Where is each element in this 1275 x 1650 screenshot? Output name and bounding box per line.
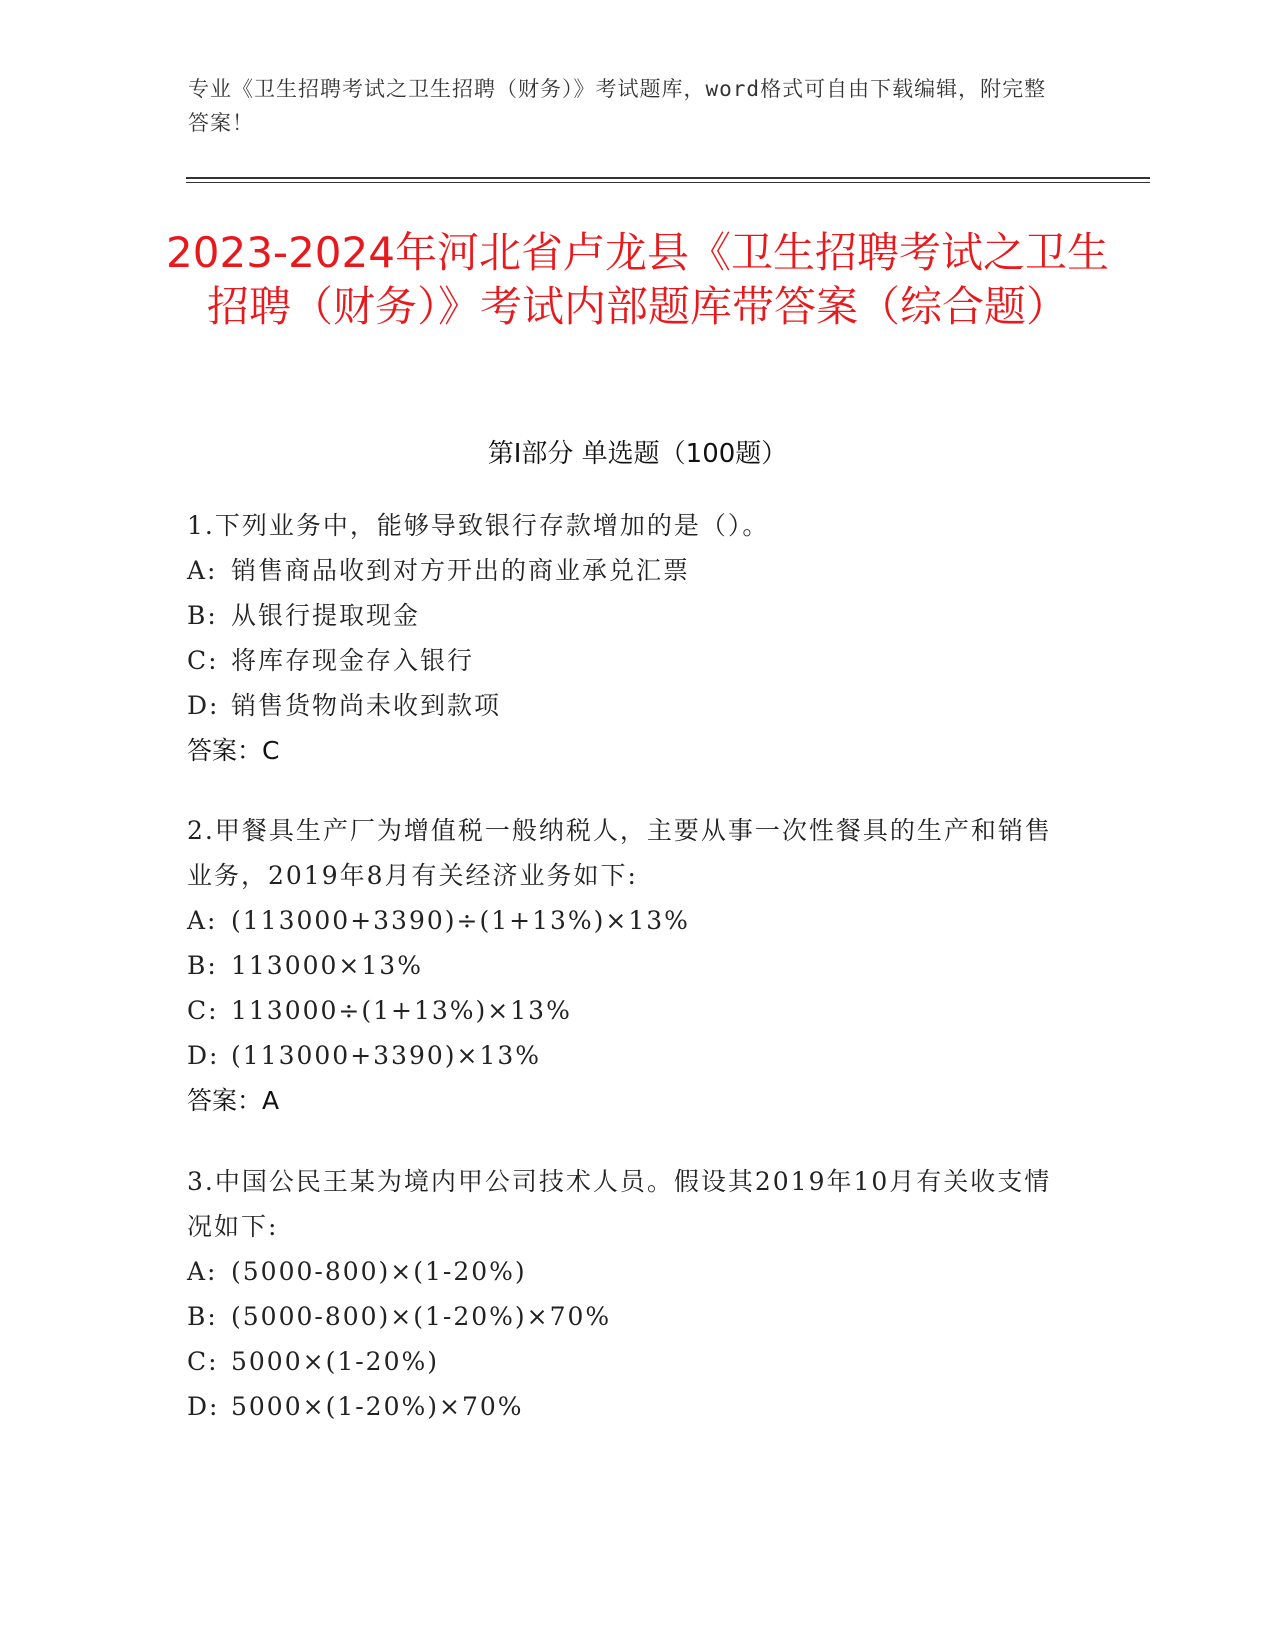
question-stem: 2.甲餐具生产厂为增值税一般纳税人，主要从事一次性餐具的生产和销售业务，2019年8月有关经济业务如下: bbox=[187, 816, 1052, 890]
document-title: 2023-2024年河北省卢龙县《卫生招聘考试之卫生招聘（财务）》考试内部题库带答案（综合题） bbox=[166, 228, 1109, 331]
option-a bbox=[187, 1249, 1067, 1294]
option-key: A: bbox=[187, 906, 218, 935]
header-note: 专业《卫生招聘考试之卫生招聘（财务）》考试题库，word格式可自由下载编辑，附完整答案！ bbox=[188, 77, 1047, 135]
option-text: 销售货物尚未收到款项 bbox=[231, 691, 502, 720]
option-key: C: bbox=[187, 1347, 219, 1376]
option-key: D: bbox=[187, 691, 220, 720]
answer-line: 答案：C bbox=[187, 736, 280, 765]
option-text: 5000×(1-20%) bbox=[231, 1347, 439, 1376]
option-key: A: bbox=[187, 1257, 218, 1286]
option-key: B: bbox=[187, 601, 218, 630]
option-text: 从银行提取现金 bbox=[231, 601, 421, 630]
option-c bbox=[187, 638, 1067, 683]
option-a bbox=[187, 898, 1067, 943]
option-text: 113000÷(1+13%)×13% bbox=[231, 996, 572, 1025]
option-d bbox=[187, 683, 1067, 728]
option-a bbox=[187, 548, 1067, 593]
option-key: D: bbox=[187, 1041, 220, 1070]
option-d bbox=[187, 1384, 1067, 1429]
option-c bbox=[187, 1339, 1067, 1384]
option-text: (5000-800)×(1-20%)×70% bbox=[231, 1302, 612, 1331]
option-text: (5000-800)×(1-20%) bbox=[231, 1257, 527, 1286]
header-rule-thick bbox=[186, 177, 1150, 179]
option-b bbox=[187, 593, 1067, 638]
option-text: 5000×(1-20%)×70% bbox=[231, 1392, 524, 1421]
option-key: D: bbox=[187, 1392, 220, 1421]
option-text: (113000+3390)×13% bbox=[231, 1041, 542, 1070]
option-text: 销售商品收到对方开出的商业承兑汇票 bbox=[231, 556, 691, 585]
option-c bbox=[187, 988, 1067, 1033]
question-3 bbox=[187, 1159, 1067, 1429]
option-text: 将库存现金存入银行 bbox=[231, 646, 475, 675]
option-key: B: bbox=[187, 951, 218, 980]
option-text: 113000×13% bbox=[231, 951, 423, 980]
question-stem: 3.中国公民王某为境内甲公司技术人员。假设其2019年10月有关收支情况如下: bbox=[187, 1167, 1052, 1241]
question-2 bbox=[187, 808, 1067, 1123]
option-b bbox=[187, 1294, 1067, 1339]
option-text: (113000+3390)÷(1+13%)×13% bbox=[231, 906, 690, 935]
option-d bbox=[187, 1033, 1067, 1078]
option-key: B: bbox=[187, 1302, 218, 1331]
question-stem: 1.下列业务中，能够导致银行存款增加的是（）。 bbox=[187, 511, 770, 540]
answer-line: 答案：A bbox=[187, 1086, 280, 1115]
option-b bbox=[187, 943, 1067, 988]
option-key: A: bbox=[187, 556, 218, 585]
option-key: C: bbox=[187, 646, 219, 675]
option-key: C: bbox=[187, 996, 219, 1025]
section-title: 第I部分 单选题（100题） bbox=[487, 439, 788, 469]
header-rule-thin bbox=[186, 182, 1150, 183]
question-1 bbox=[187, 503, 1067, 773]
